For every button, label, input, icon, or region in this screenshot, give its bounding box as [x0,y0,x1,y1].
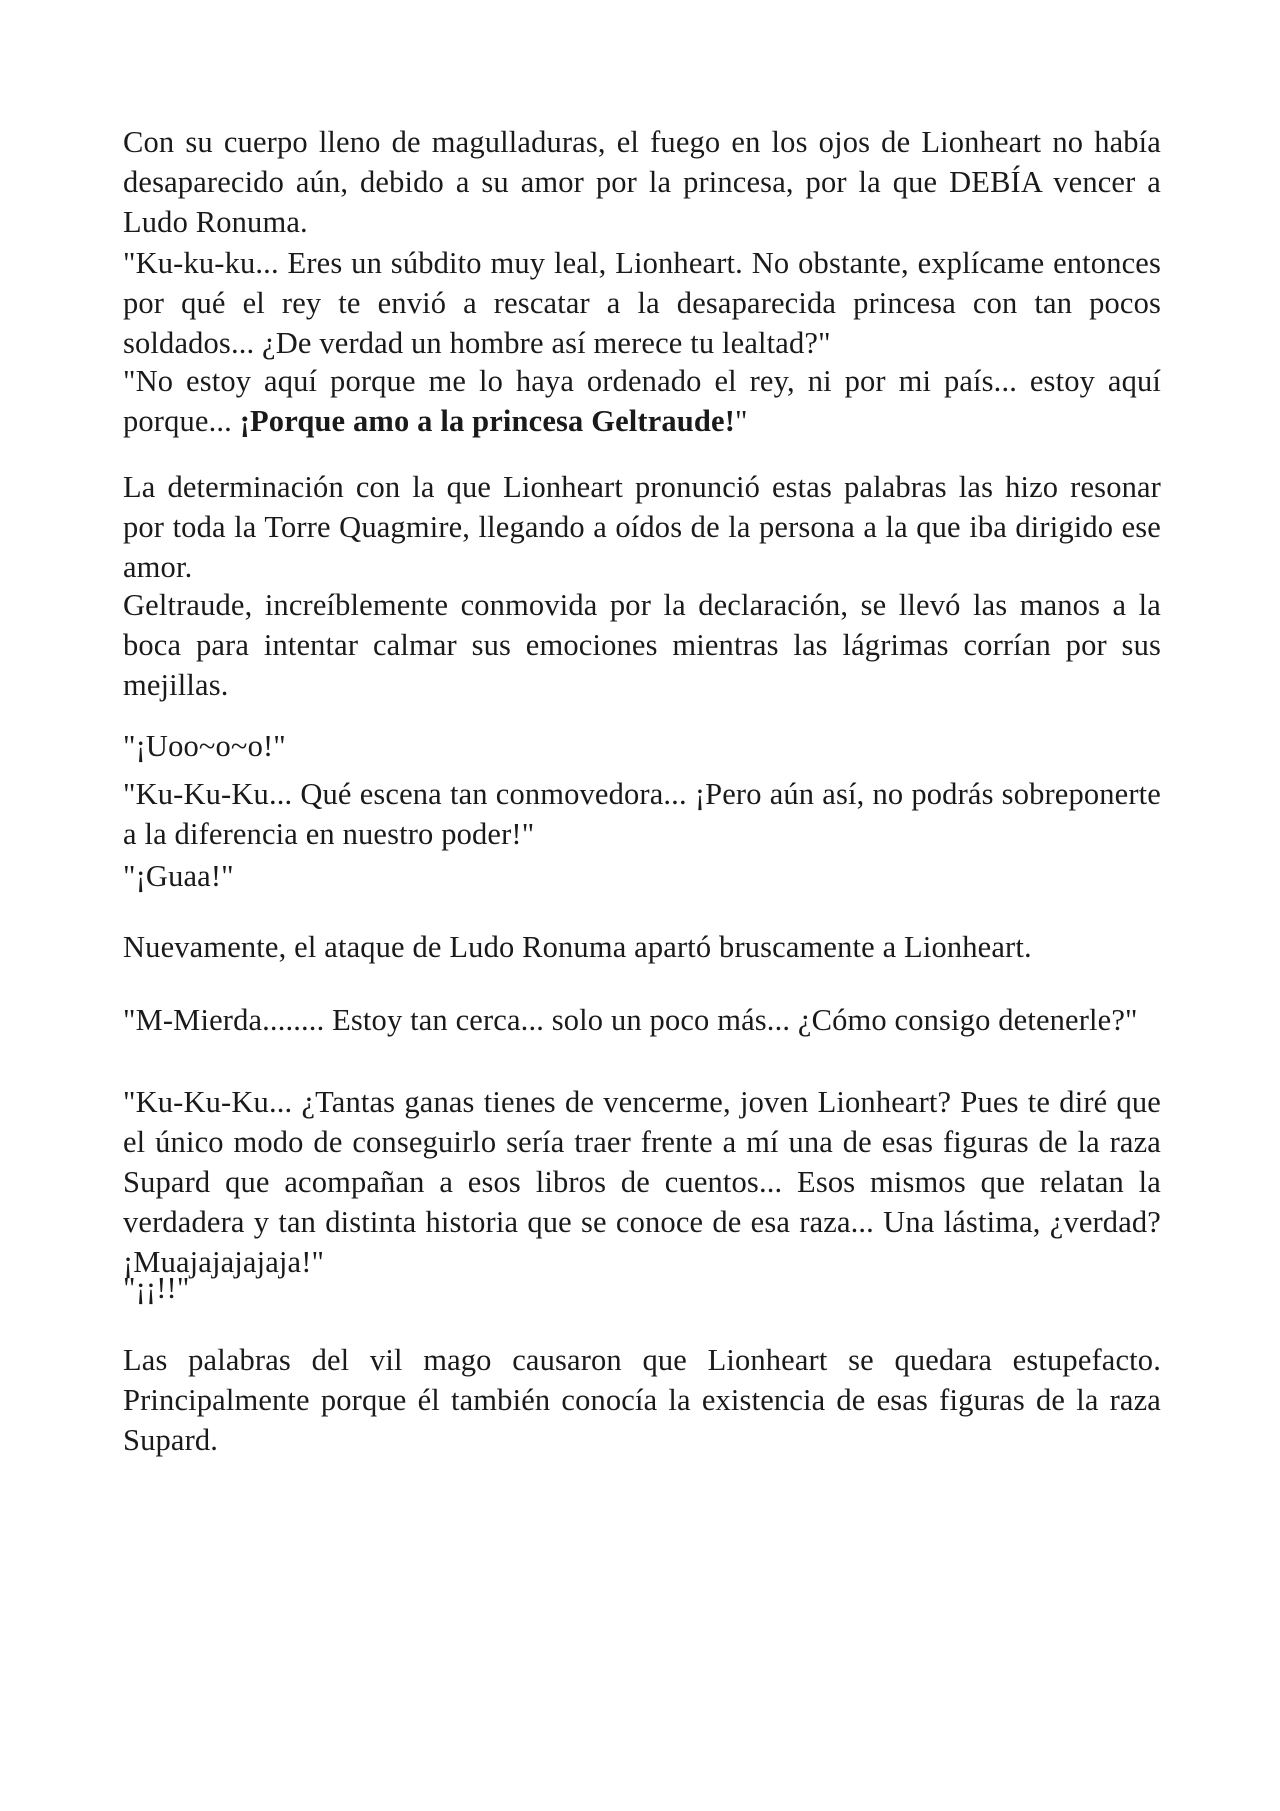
paragraph-narration-2: La determinación con la que Lionheart pronunció estas palabras las hizo resonar por toda la Torre Quagmire, llegando a oídos de la persona a la que iba dirigido ese amor. [123,470,1161,584]
paragraph-dialogue-lionheart-1 [123,361,1161,441]
paragraph-narration-5: Las palabras del vil mago causaron que Lionheart se quedara estupefacto. Principalmente porque él también conocía la existencia de esas figuras de la raza Supard. [123,1343,1161,1457]
paragraph-exclamation-2: "¡Guaa!" [123,859,234,893]
paragraph-narration-4: Nuevamente, el ataque de Ludo Ronuma apartó bruscamente a Lionheart. [123,930,1032,964]
dialogue-text: "No estoy aquí porque me lo haya ordenado el rey, ni por mi país... estoy aquí porque... [123,364,1161,438]
paragraph-narration-3: Geltraude, increíblemente conmovida por la declaración, se llevó las manos a la boca para intentar calmar sus emociones mientras las lágrimas corrían por sus mejillas. [123,588,1161,702]
dialogue-closing-quote: " [735,404,748,438]
paragraph-exclamation-1: "¡Uoo~o~o!" [123,729,286,763]
paragraph-dialogue-ludo-3: "Ku-Ku-Ku... ¿Tantas ganas tienes de vencerme, joven Lionheart? Pues te diré que el único modo de conseguirlo sería traer frente a mí una de esas figuras de la raza Supard que acompañan a esos libros de cuentos... Esos mismos que relatan la verdadera y tan distinta historia que se conoce de esa raza... Una lástima, ¿verdad? ¡Muajajajajaja!" [123,1085,1161,1279]
paragraph-dialogue-lionheart-2: "M-Mierda........ Estoy tan cerca... solo un poco más... ¿Cómo consigo detenerle?" [123,1003,1138,1037]
paragraph-dialogue-ludo-1: "Ku-ku-ku... Eres un súbdito muy leal, Lionheart. No obstante, explícame entonces por qué el rey te envió a rescatar a la desaparecida princesa con tan pocos soldados... ¿De verdad un hombre así merece tu lealtad?" [123,246,1161,360]
dialogue-bold-text: ¡Porque amo a la princesa Geltraude! [239,404,736,438]
document-page [123,0,1161,1811]
paragraph-exclamation-3: "¡¡!!" [123,1271,190,1305]
paragraph-dialogue-ludo-2: "Ku-Ku-Ku... Qué escena tan conmovedora... ¡Pero aún así, no podrás sobreponerte a la diferencia en nuestro poder!" [123,777,1161,851]
paragraph-narration-1: Con su cuerpo lleno de magulladuras, el fuego en los ojos de Lionheart no había desaparecido aún, debido a su amor por la princesa, por la que DEBÍA vencer a Ludo Ronuma. [123,125,1161,239]
